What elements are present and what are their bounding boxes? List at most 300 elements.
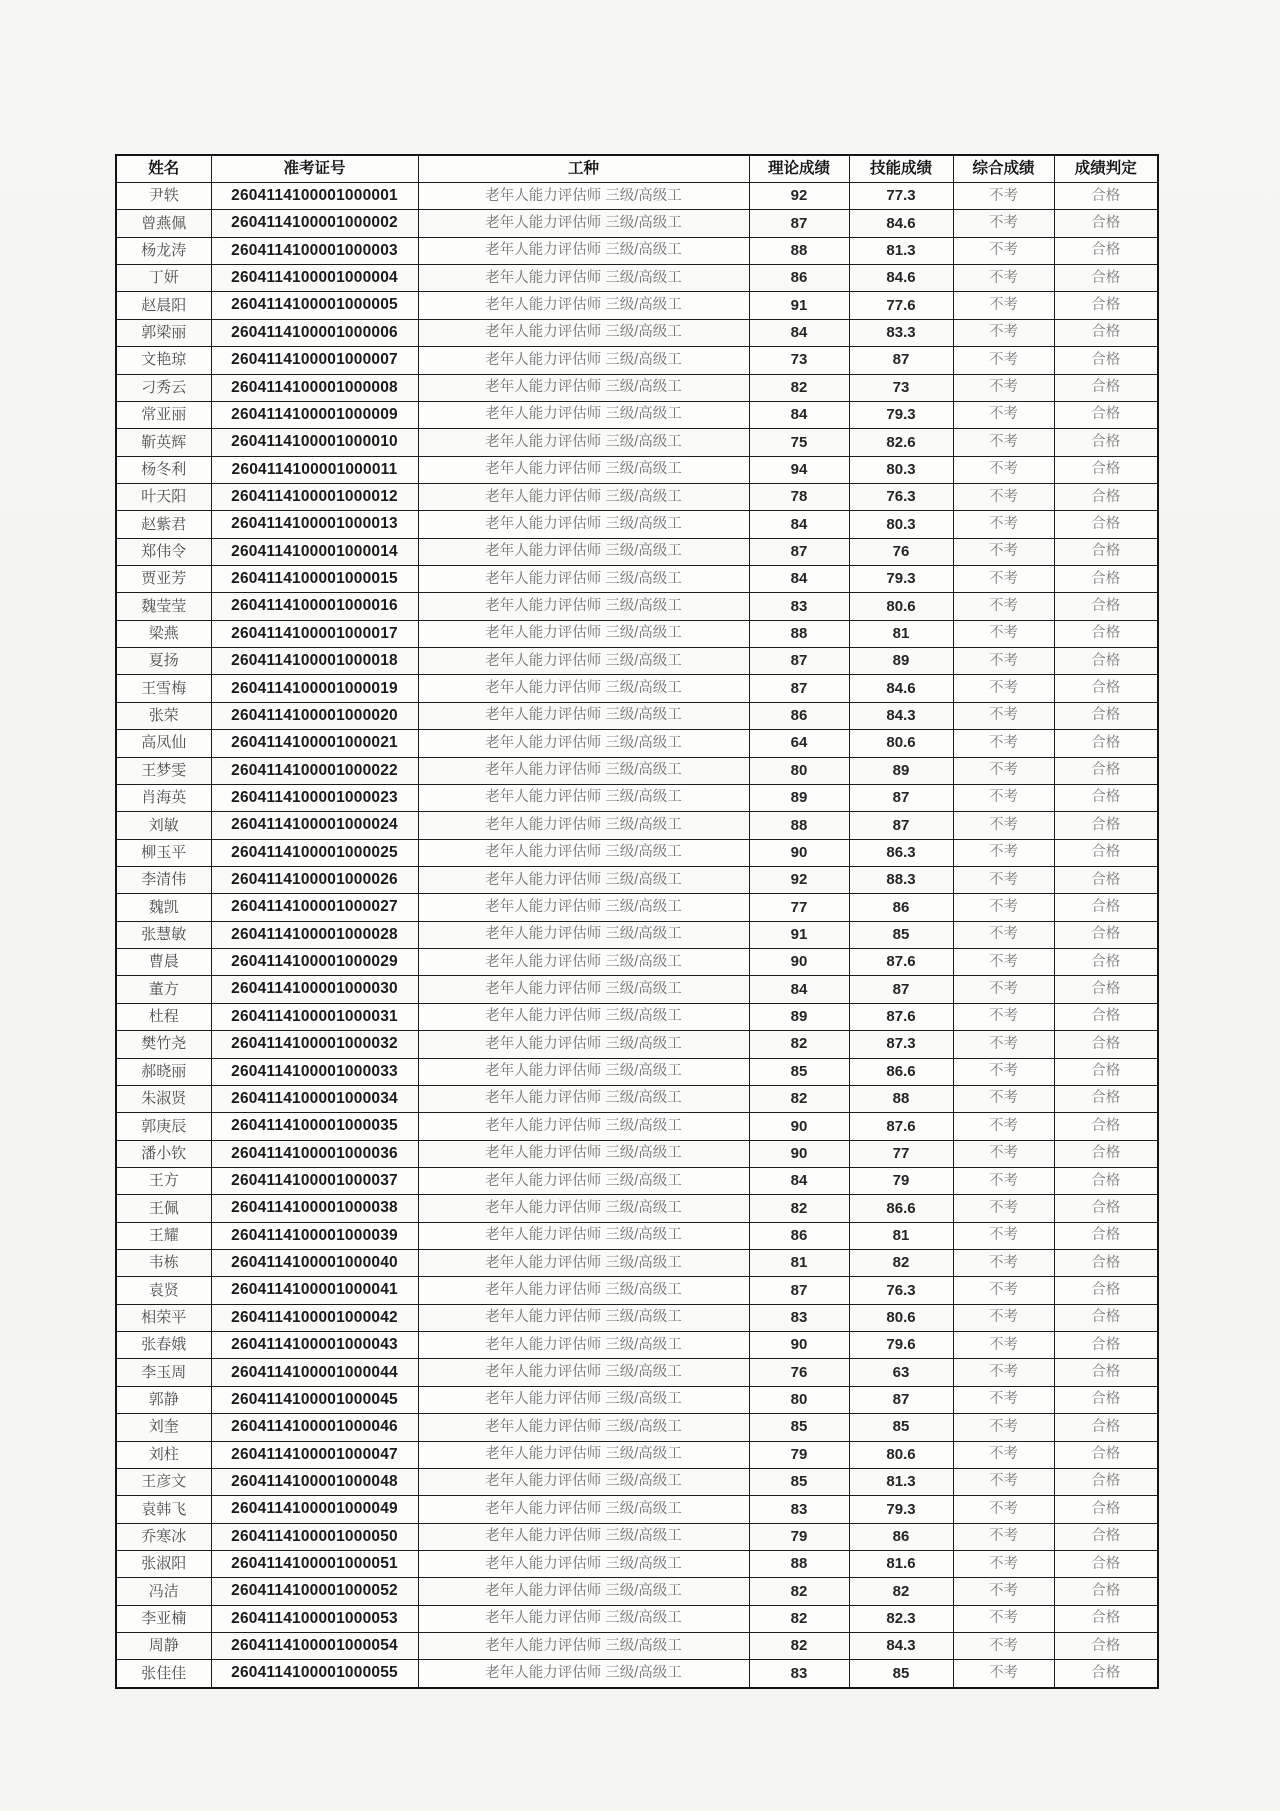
cell-ticket-number: 2604114100001000028 bbox=[211, 921, 418, 948]
cell-name: 郭静 bbox=[116, 1386, 211, 1413]
cell-overall-score: 不考 bbox=[953, 1031, 1054, 1058]
cell-trade: 老年人能力评估师 三级/高级工 bbox=[418, 1031, 749, 1058]
cell-overall-score: 不考 bbox=[953, 757, 1054, 784]
table-row bbox=[116, 401, 1158, 428]
cell-ticket-number: 2604114100001000030 bbox=[211, 976, 418, 1003]
cell-overall-score: 不考 bbox=[953, 593, 1054, 620]
cell-theory-score: 82 bbox=[749, 1633, 849, 1660]
table-row bbox=[116, 1113, 1158, 1140]
cell-ticket-number: 2604114100001000016 bbox=[211, 593, 418, 620]
cell-name: 刁秀云 bbox=[116, 374, 211, 401]
cell-overall-score: 不考 bbox=[953, 265, 1054, 292]
cell-skill-score: 84.3 bbox=[849, 702, 953, 729]
cell-verdict: 合格 bbox=[1054, 483, 1158, 510]
cell-skill-score: 84.6 bbox=[849, 265, 953, 292]
cell-verdict: 合格 bbox=[1054, 1250, 1158, 1277]
table-row bbox=[116, 456, 1158, 483]
cell-trade: 老年人能力评估师 三级/高级工 bbox=[418, 1250, 749, 1277]
cell-overall-score: 不考 bbox=[953, 730, 1054, 757]
cell-trade: 老年人能力评估师 三级/高级工 bbox=[418, 894, 749, 921]
table-row bbox=[116, 1304, 1158, 1331]
cell-trade: 老年人能力评估师 三级/高级工 bbox=[418, 866, 749, 893]
cell-ticket-number: 2604114100001000002 bbox=[211, 210, 418, 237]
cell-name: 贾亚芳 bbox=[116, 566, 211, 593]
table-row bbox=[116, 702, 1158, 729]
table-row bbox=[116, 921, 1158, 948]
cell-skill-score: 82 bbox=[849, 1578, 953, 1605]
table-row bbox=[116, 1332, 1158, 1359]
cell-skill-score: 87 bbox=[849, 812, 953, 839]
table-row bbox=[116, 1085, 1158, 1112]
cell-ticket-number: 2604114100001000041 bbox=[211, 1277, 418, 1304]
cell-name: 王耀 bbox=[116, 1222, 211, 1249]
cell-verdict: 合格 bbox=[1054, 839, 1158, 866]
cell-overall-score: 不考 bbox=[953, 866, 1054, 893]
cell-skill-score: 89 bbox=[849, 648, 953, 675]
cell-ticket-number: 2604114100001000039 bbox=[211, 1222, 418, 1249]
cell-theory-score: 88 bbox=[749, 1550, 849, 1577]
cell-trade: 老年人能力评估师 三级/高级工 bbox=[418, 183, 749, 210]
cell-theory-score: 80 bbox=[749, 1386, 849, 1413]
cell-ticket-number: 2604114100001000044 bbox=[211, 1359, 418, 1386]
cell-skill-score: 87.6 bbox=[849, 949, 953, 976]
cell-name: 常亚丽 bbox=[116, 401, 211, 428]
cell-overall-score: 不考 bbox=[953, 784, 1054, 811]
cell-skill-score: 80.6 bbox=[849, 1441, 953, 1468]
cell-trade: 老年人能力评估师 三级/高级工 bbox=[418, 1003, 749, 1030]
cell-theory-score: 86 bbox=[749, 702, 849, 729]
cell-skill-score: 80.3 bbox=[849, 511, 953, 538]
cell-trade: 老年人能力评估师 三级/高级工 bbox=[418, 538, 749, 565]
cell-trade: 老年人能力评估师 三级/高级工 bbox=[418, 702, 749, 729]
cell-ticket-number: 2604114100001000035 bbox=[211, 1113, 418, 1140]
table-row bbox=[116, 675, 1158, 702]
cell-theory-score: 76 bbox=[749, 1359, 849, 1386]
cell-name: 冯洁 bbox=[116, 1578, 211, 1605]
cell-theory-score: 85 bbox=[749, 1468, 849, 1495]
table-row bbox=[116, 319, 1158, 346]
cell-skill-score: 83.3 bbox=[849, 319, 953, 346]
cell-name: 袁韩飞 bbox=[116, 1496, 211, 1523]
cell-verdict: 合格 bbox=[1054, 292, 1158, 319]
table-row bbox=[116, 1277, 1158, 1304]
cell-theory-score: 81 bbox=[749, 1250, 849, 1277]
cell-name: 尹轶 bbox=[116, 183, 211, 210]
table-row bbox=[116, 1386, 1158, 1413]
cell-theory-score: 64 bbox=[749, 730, 849, 757]
exam-results-table bbox=[115, 154, 1159, 1689]
cell-name: 魏莹莹 bbox=[116, 593, 211, 620]
cell-verdict: 合格 bbox=[1054, 1085, 1158, 1112]
cell-verdict: 合格 bbox=[1054, 511, 1158, 538]
cell-name: 乔寒冰 bbox=[116, 1523, 211, 1550]
cell-name: 曾燕佩 bbox=[116, 210, 211, 237]
table-row bbox=[116, 1578, 1158, 1605]
cell-trade: 老年人能力评估师 三级/高级工 bbox=[418, 1140, 749, 1167]
cell-name: 郝晓丽 bbox=[116, 1058, 211, 1085]
cell-name: 杨龙涛 bbox=[116, 237, 211, 264]
cell-overall-score: 不考 bbox=[953, 1578, 1054, 1605]
cell-name: 杜程 bbox=[116, 1003, 211, 1030]
cell-overall-score: 不考 bbox=[953, 921, 1054, 948]
cell-verdict: 合格 bbox=[1054, 1003, 1158, 1030]
cell-trade: 老年人能力评估师 三级/高级工 bbox=[418, 1550, 749, 1577]
cell-overall-score: 不考 bbox=[953, 210, 1054, 237]
cell-theory-score: 82 bbox=[749, 1578, 849, 1605]
cell-name: 郑伟令 bbox=[116, 538, 211, 565]
table-row bbox=[116, 265, 1158, 292]
cell-verdict: 合格 bbox=[1054, 675, 1158, 702]
table-row bbox=[116, 1031, 1158, 1058]
cell-verdict: 合格 bbox=[1054, 1633, 1158, 1660]
cell-ticket-number: 2604114100001000015 bbox=[211, 566, 418, 593]
cell-overall-score: 不考 bbox=[953, 1550, 1054, 1577]
cell-ticket-number: 2604114100001000005 bbox=[211, 292, 418, 319]
cell-overall-score: 不考 bbox=[953, 1605, 1054, 1632]
table-row bbox=[116, 1414, 1158, 1441]
cell-overall-score: 不考 bbox=[953, 1523, 1054, 1550]
cell-ticket-number: 2604114100001000038 bbox=[211, 1195, 418, 1222]
column-header-ticket: 准考证号 bbox=[211, 155, 418, 183]
cell-ticket-number: 2604114100001000049 bbox=[211, 1496, 418, 1523]
cell-skill-score: 88 bbox=[849, 1085, 953, 1112]
cell-verdict: 合格 bbox=[1054, 1277, 1158, 1304]
cell-theory-score: 84 bbox=[749, 511, 849, 538]
cell-overall-score: 不考 bbox=[953, 292, 1054, 319]
cell-verdict: 合格 bbox=[1054, 812, 1158, 839]
table-row bbox=[116, 757, 1158, 784]
cell-trade: 老年人能力评估师 三级/高级工 bbox=[418, 319, 749, 346]
cell-ticket-number: 2604114100001000025 bbox=[211, 839, 418, 866]
table-row bbox=[116, 183, 1158, 210]
table-row bbox=[116, 976, 1158, 1003]
table-row bbox=[116, 1496, 1158, 1523]
cell-name: 郭梁丽 bbox=[116, 319, 211, 346]
table-row bbox=[116, 292, 1158, 319]
cell-trade: 老年人能力评估师 三级/高级工 bbox=[418, 1605, 749, 1632]
cell-skill-score: 82 bbox=[849, 1250, 953, 1277]
cell-theory-score: 77 bbox=[749, 894, 849, 921]
cell-name: 朱淑贤 bbox=[116, 1085, 211, 1112]
cell-name: 夏扬 bbox=[116, 648, 211, 675]
cell-trade: 老年人能力评估师 三级/高级工 bbox=[418, 374, 749, 401]
cell-theory-score: 84 bbox=[749, 566, 849, 593]
cell-theory-score: 86 bbox=[749, 1222, 849, 1249]
cell-verdict: 合格 bbox=[1054, 456, 1158, 483]
cell-name: 肖海英 bbox=[116, 784, 211, 811]
cell-verdict: 合格 bbox=[1054, 1359, 1158, 1386]
table-row bbox=[116, 949, 1158, 976]
cell-skill-score: 79.3 bbox=[849, 1496, 953, 1523]
cell-skill-score: 77.6 bbox=[849, 292, 953, 319]
cell-trade: 老年人能力评估师 三级/高级工 bbox=[418, 511, 749, 538]
cell-trade: 老年人能力评估师 三级/高级工 bbox=[418, 976, 749, 1003]
cell-trade: 老年人能力评估师 三级/高级工 bbox=[418, 1359, 749, 1386]
cell-skill-score: 84.3 bbox=[849, 1633, 953, 1660]
cell-verdict: 合格 bbox=[1054, 1496, 1158, 1523]
cell-skill-score: 89 bbox=[849, 757, 953, 784]
cell-skill-score: 85 bbox=[849, 921, 953, 948]
cell-skill-score: 87 bbox=[849, 784, 953, 811]
cell-skill-score: 63 bbox=[849, 1359, 953, 1386]
cell-trade: 老年人能力评估师 三级/高级工 bbox=[418, 1304, 749, 1331]
cell-overall-score: 不考 bbox=[953, 237, 1054, 264]
cell-name: 相荣平 bbox=[116, 1304, 211, 1331]
cell-ticket-number: 2604114100001000003 bbox=[211, 237, 418, 264]
cell-theory-score: 94 bbox=[749, 456, 849, 483]
cell-name: 张佳佳 bbox=[116, 1660, 211, 1688]
cell-trade: 老年人能力评估师 三级/高级工 bbox=[418, 265, 749, 292]
cell-ticket-number: 2604114100001000008 bbox=[211, 374, 418, 401]
cell-verdict: 合格 bbox=[1054, 1468, 1158, 1495]
table-row bbox=[116, 566, 1158, 593]
cell-ticket-number: 2604114100001000024 bbox=[211, 812, 418, 839]
cell-trade: 老年人能力评估师 三级/高级工 bbox=[418, 1496, 749, 1523]
cell-overall-score: 不考 bbox=[953, 538, 1054, 565]
cell-trade: 老年人能力评估师 三级/高级工 bbox=[418, 593, 749, 620]
cell-ticket-number: 2604114100001000054 bbox=[211, 1633, 418, 1660]
cell-ticket-number: 2604114100001000011 bbox=[211, 456, 418, 483]
cell-skill-score: 87 bbox=[849, 976, 953, 1003]
table-row bbox=[116, 347, 1158, 374]
table-row bbox=[116, 1468, 1158, 1495]
cell-verdict: 合格 bbox=[1054, 429, 1158, 456]
cell-name: 郭庚辰 bbox=[116, 1113, 211, 1140]
cell-skill-score: 76 bbox=[849, 538, 953, 565]
cell-ticket-number: 2604114100001000020 bbox=[211, 702, 418, 729]
cell-skill-score: 73 bbox=[849, 374, 953, 401]
cell-overall-score: 不考 bbox=[953, 456, 1054, 483]
cell-overall-score: 不考 bbox=[953, 812, 1054, 839]
table-row bbox=[116, 1660, 1158, 1688]
cell-theory-score: 82 bbox=[749, 1031, 849, 1058]
cell-verdict: 合格 bbox=[1054, 1605, 1158, 1632]
cell-verdict: 合格 bbox=[1054, 347, 1158, 374]
cell-skill-score: 86.6 bbox=[849, 1058, 953, 1085]
cell-skill-score: 87 bbox=[849, 347, 953, 374]
table-row bbox=[116, 1523, 1158, 1550]
cell-name: 李玉周 bbox=[116, 1359, 211, 1386]
cell-trade: 老年人能力评估师 三级/高级工 bbox=[418, 1195, 749, 1222]
cell-name: 王雪梅 bbox=[116, 675, 211, 702]
cell-overall-score: 不考 bbox=[953, 1222, 1054, 1249]
cell-verdict: 合格 bbox=[1054, 401, 1158, 428]
cell-verdict: 合格 bbox=[1054, 566, 1158, 593]
table-row bbox=[116, 483, 1158, 510]
cell-skill-score: 79.3 bbox=[849, 566, 953, 593]
cell-overall-score: 不考 bbox=[953, 648, 1054, 675]
cell-overall-score: 不考 bbox=[953, 483, 1054, 510]
cell-theory-score: 87 bbox=[749, 538, 849, 565]
table-row bbox=[116, 1195, 1158, 1222]
cell-name: 王佩 bbox=[116, 1195, 211, 1222]
cell-name: 张淑阳 bbox=[116, 1550, 211, 1577]
cell-skill-score: 86 bbox=[849, 894, 953, 921]
cell-overall-score: 不考 bbox=[953, 347, 1054, 374]
table-row bbox=[116, 429, 1158, 456]
cell-ticket-number: 2604114100001000032 bbox=[211, 1031, 418, 1058]
cell-verdict: 合格 bbox=[1054, 894, 1158, 921]
table-row bbox=[116, 1605, 1158, 1632]
cell-theory-score: 80 bbox=[749, 757, 849, 784]
cell-ticket-number: 2604114100001000006 bbox=[211, 319, 418, 346]
cell-ticket-number: 2604114100001000022 bbox=[211, 757, 418, 784]
cell-ticket-number: 2604114100001000051 bbox=[211, 1550, 418, 1577]
cell-trade: 老年人能力评估师 三级/高级工 bbox=[418, 1222, 749, 1249]
cell-skill-score: 82.6 bbox=[849, 429, 953, 456]
cell-theory-score: 83 bbox=[749, 1304, 849, 1331]
cell-skill-score: 84.6 bbox=[849, 675, 953, 702]
cell-theory-score: 87 bbox=[749, 210, 849, 237]
cell-skill-score: 79.6 bbox=[849, 1332, 953, 1359]
column-header-theory-score: 理论成绩 bbox=[749, 155, 849, 183]
table-row bbox=[116, 620, 1158, 647]
cell-theory-score: 82 bbox=[749, 374, 849, 401]
cell-verdict: 合格 bbox=[1054, 593, 1158, 620]
table-row bbox=[116, 1058, 1158, 1085]
table-row bbox=[116, 1250, 1158, 1277]
cell-theory-score: 91 bbox=[749, 292, 849, 319]
cell-theory-score: 85 bbox=[749, 1058, 849, 1085]
cell-verdict: 合格 bbox=[1054, 1167, 1158, 1194]
cell-name: 高凤仙 bbox=[116, 730, 211, 757]
cell-skill-score: 87.6 bbox=[849, 1003, 953, 1030]
cell-overall-score: 不考 bbox=[953, 374, 1054, 401]
cell-theory-score: 90 bbox=[749, 839, 849, 866]
cell-trade: 老年人能力评估师 三级/高级工 bbox=[418, 347, 749, 374]
cell-theory-score: 83 bbox=[749, 593, 849, 620]
table-row bbox=[116, 538, 1158, 565]
cell-skill-score: 81.6 bbox=[849, 1550, 953, 1577]
cell-ticket-number: 2604114100001000017 bbox=[211, 620, 418, 647]
cell-verdict: 合格 bbox=[1054, 319, 1158, 346]
cell-skill-score: 80.6 bbox=[849, 1304, 953, 1331]
cell-theory-score: 83 bbox=[749, 1660, 849, 1688]
cell-name: 柳玉平 bbox=[116, 839, 211, 866]
cell-trade: 老年人能力评估师 三级/高级工 bbox=[418, 429, 749, 456]
cell-name: 韦栋 bbox=[116, 1250, 211, 1277]
cell-ticket-number: 2604114100001000050 bbox=[211, 1523, 418, 1550]
table-row bbox=[116, 210, 1158, 237]
table-row bbox=[116, 812, 1158, 839]
cell-theory-score: 78 bbox=[749, 483, 849, 510]
cell-name: 潘小钦 bbox=[116, 1140, 211, 1167]
cell-name: 王彦文 bbox=[116, 1468, 211, 1495]
cell-name: 赵紫君 bbox=[116, 511, 211, 538]
cell-theory-score: 85 bbox=[749, 1414, 849, 1441]
cell-skill-score: 86.3 bbox=[849, 839, 953, 866]
cell-verdict: 合格 bbox=[1054, 1222, 1158, 1249]
cell-theory-score: 87 bbox=[749, 675, 849, 702]
cell-overall-score: 不考 bbox=[953, 949, 1054, 976]
cell-ticket-number: 2604114100001000037 bbox=[211, 1167, 418, 1194]
cell-trade: 老年人能力评估师 三级/高级工 bbox=[418, 483, 749, 510]
cell-overall-score: 不考 bbox=[953, 511, 1054, 538]
cell-ticket-number: 2604114100001000026 bbox=[211, 866, 418, 893]
cell-verdict: 合格 bbox=[1054, 1550, 1158, 1577]
cell-overall-score: 不考 bbox=[953, 976, 1054, 1003]
cell-skill-score: 79 bbox=[849, 1167, 953, 1194]
cell-theory-score: 89 bbox=[749, 1003, 849, 1030]
table-row bbox=[116, 730, 1158, 757]
cell-overall-score: 不考 bbox=[953, 1633, 1054, 1660]
cell-ticket-number: 2604114100001000052 bbox=[211, 1578, 418, 1605]
cell-trade: 老年人能力评估师 三级/高级工 bbox=[418, 1277, 749, 1304]
cell-ticket-number: 2604114100001000004 bbox=[211, 265, 418, 292]
cell-ticket-number: 2604114100001000010 bbox=[211, 429, 418, 456]
cell-overall-score: 不考 bbox=[953, 1085, 1054, 1112]
cell-theory-score: 90 bbox=[749, 1140, 849, 1167]
cell-trade: 老年人能力评估师 三级/高级工 bbox=[418, 210, 749, 237]
column-header-verdict: 成绩判定 bbox=[1054, 155, 1158, 183]
cell-overall-score: 不考 bbox=[953, 1113, 1054, 1140]
cell-name: 靳英辉 bbox=[116, 429, 211, 456]
cell-ticket-number: 2604114100001000033 bbox=[211, 1058, 418, 1085]
cell-skill-score: 87 bbox=[849, 1386, 953, 1413]
cell-skill-score: 87.6 bbox=[849, 1113, 953, 1140]
cell-ticket-number: 2604114100001000023 bbox=[211, 784, 418, 811]
table-row bbox=[116, 374, 1158, 401]
cell-theory-score: 92 bbox=[749, 866, 849, 893]
cell-trade: 老年人能力评估师 三级/高级工 bbox=[418, 1058, 749, 1085]
results-table-body bbox=[116, 183, 1158, 1688]
cell-verdict: 合格 bbox=[1054, 1523, 1158, 1550]
cell-name: 刘敏 bbox=[116, 812, 211, 839]
cell-skill-score: 81 bbox=[849, 1222, 953, 1249]
cell-skill-score: 81.3 bbox=[849, 1468, 953, 1495]
cell-skill-score: 86.6 bbox=[849, 1195, 953, 1222]
cell-theory-score: 79 bbox=[749, 1523, 849, 1550]
cell-theory-score: 84 bbox=[749, 319, 849, 346]
table-row bbox=[116, 648, 1158, 675]
cell-overall-score: 不考 bbox=[953, 1414, 1054, 1441]
cell-overall-score: 不考 bbox=[953, 319, 1054, 346]
cell-overall-score: 不考 bbox=[953, 1167, 1054, 1194]
cell-overall-score: 不考 bbox=[953, 1195, 1054, 1222]
cell-theory-score: 88 bbox=[749, 620, 849, 647]
cell-verdict: 合格 bbox=[1054, 237, 1158, 264]
cell-ticket-number: 2604114100001000053 bbox=[211, 1605, 418, 1632]
cell-name: 梁燕 bbox=[116, 620, 211, 647]
cell-ticket-number: 2604114100001000031 bbox=[211, 1003, 418, 1030]
cell-verdict: 合格 bbox=[1054, 949, 1158, 976]
cell-overall-score: 不考 bbox=[953, 839, 1054, 866]
cell-name: 杨冬利 bbox=[116, 456, 211, 483]
cell-ticket-number: 2604114100001000040 bbox=[211, 1250, 418, 1277]
cell-overall-score: 不考 bbox=[953, 1359, 1054, 1386]
cell-verdict: 合格 bbox=[1054, 866, 1158, 893]
cell-name: 周静 bbox=[116, 1633, 211, 1660]
table-header-row bbox=[116, 155, 1158, 183]
cell-name: 曹晨 bbox=[116, 949, 211, 976]
table-row bbox=[116, 237, 1158, 264]
cell-skill-score: 85 bbox=[849, 1414, 953, 1441]
cell-name: 刘柱 bbox=[116, 1441, 211, 1468]
cell-trade: 老年人能力评估师 三级/高级工 bbox=[418, 675, 749, 702]
cell-theory-score: 73 bbox=[749, 347, 849, 374]
cell-theory-score: 79 bbox=[749, 1441, 849, 1468]
cell-verdict: 合格 bbox=[1054, 1113, 1158, 1140]
cell-verdict: 合格 bbox=[1054, 265, 1158, 292]
cell-verdict: 合格 bbox=[1054, 757, 1158, 784]
cell-ticket-number: 2604114100001000055 bbox=[211, 1660, 418, 1688]
table-row bbox=[116, 1633, 1158, 1660]
cell-overall-score: 不考 bbox=[953, 1332, 1054, 1359]
cell-theory-score: 91 bbox=[749, 921, 849, 948]
cell-overall-score: 不考 bbox=[953, 1441, 1054, 1468]
cell-trade: 老年人能力评估师 三级/高级工 bbox=[418, 566, 749, 593]
cell-name: 袁贤 bbox=[116, 1277, 211, 1304]
